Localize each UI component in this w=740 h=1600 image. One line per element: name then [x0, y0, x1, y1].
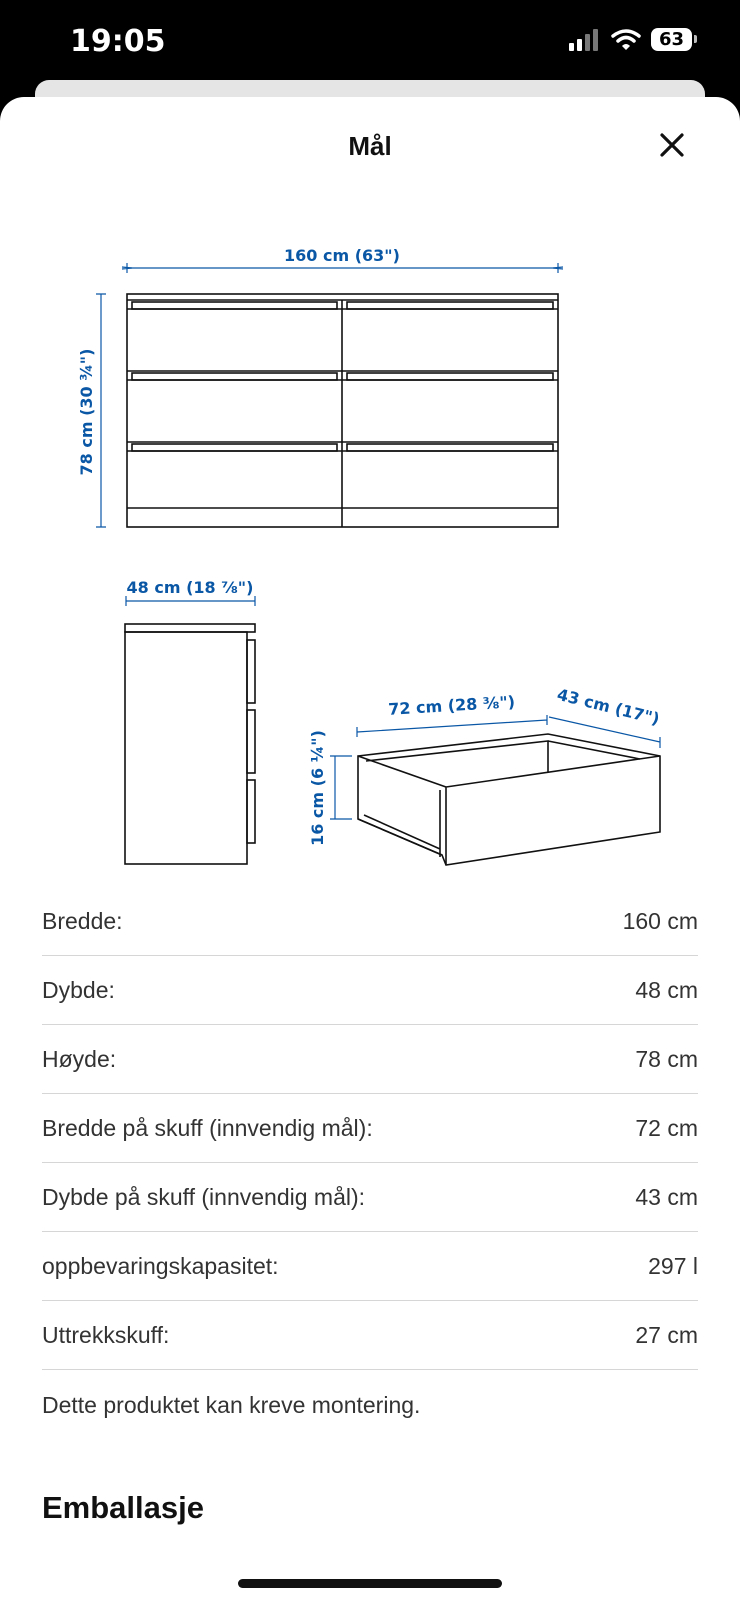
battery-indicator: 63 [651, 28, 692, 51]
drawer-height-label: 16 cm (6 ¼") [308, 730, 327, 846]
dimension-diagram [0, 227, 740, 987]
home-indicator[interactable] [238, 1579, 502, 1588]
spec-label: Bredde på skuff (innvendig mål): [42, 1114, 373, 1141]
signal-icon [569, 29, 601, 51]
spec-row-depth [42, 956, 698, 1025]
spec-label: Uttrekkskuff: [42, 1321, 170, 1348]
spec-value: 72 cm [635, 1114, 698, 1141]
dresser-side-view [125, 578, 255, 864]
dimensions-list [42, 887, 698, 1370]
spec-value: 297 l [648, 1252, 698, 1279]
packaging-section-heading[interactable]: Emballasje [42, 1490, 204, 1525]
depth-dimension-label: 48 cm (18 ⅞") [126, 578, 254, 597]
spec-row-drawer-depth [42, 1163, 698, 1232]
sheet-title: Mål [348, 131, 392, 161]
spec-row-height [42, 1025, 698, 1094]
height-dimension-label: 78 cm (30 ¾") [77, 348, 96, 476]
drawer-view [308, 685, 661, 865]
width-dimension-label: 160 cm (63") [284, 246, 400, 265]
spec-row-storage-capacity [42, 1232, 698, 1301]
assembly-note: Dette produktet kan kreve montering. [42, 1392, 421, 1418]
dresser-front-view [77, 246, 563, 527]
spec-value: 160 cm [622, 907, 698, 934]
drawer-depth-label: 43 cm (17") [555, 684, 662, 729]
spec-value: 48 cm [635, 976, 698, 1003]
wifi-icon [611, 29, 641, 51]
spec-row-width [42, 887, 698, 956]
spec-label: Dybde: [42, 976, 115, 1003]
spec-row-drawer-width [42, 1094, 698, 1163]
spec-value: 27 cm [635, 1321, 698, 1348]
spec-label: Bredde: [42, 907, 123, 934]
spec-label: oppbevaringskapasitet: [42, 1252, 279, 1279]
spec-value: 78 cm [635, 1045, 698, 1072]
spec-row-drawer-extension [42, 1301, 698, 1370]
dimensions-sheet [0, 97, 740, 1600]
close-icon [659, 132, 685, 158]
status-time: 19:05 [70, 24, 166, 59]
close-button[interactable] [652, 125, 692, 165]
spec-value: 43 cm [635, 1183, 698, 1210]
drawer-width-label: 72 cm (28 ⅜") [387, 692, 516, 719]
status-icons [569, 28, 692, 51]
spec-label: Høyde: [42, 1045, 117, 1072]
spec-label: Dybde på skuff (innvendig mål): [42, 1183, 366, 1210]
